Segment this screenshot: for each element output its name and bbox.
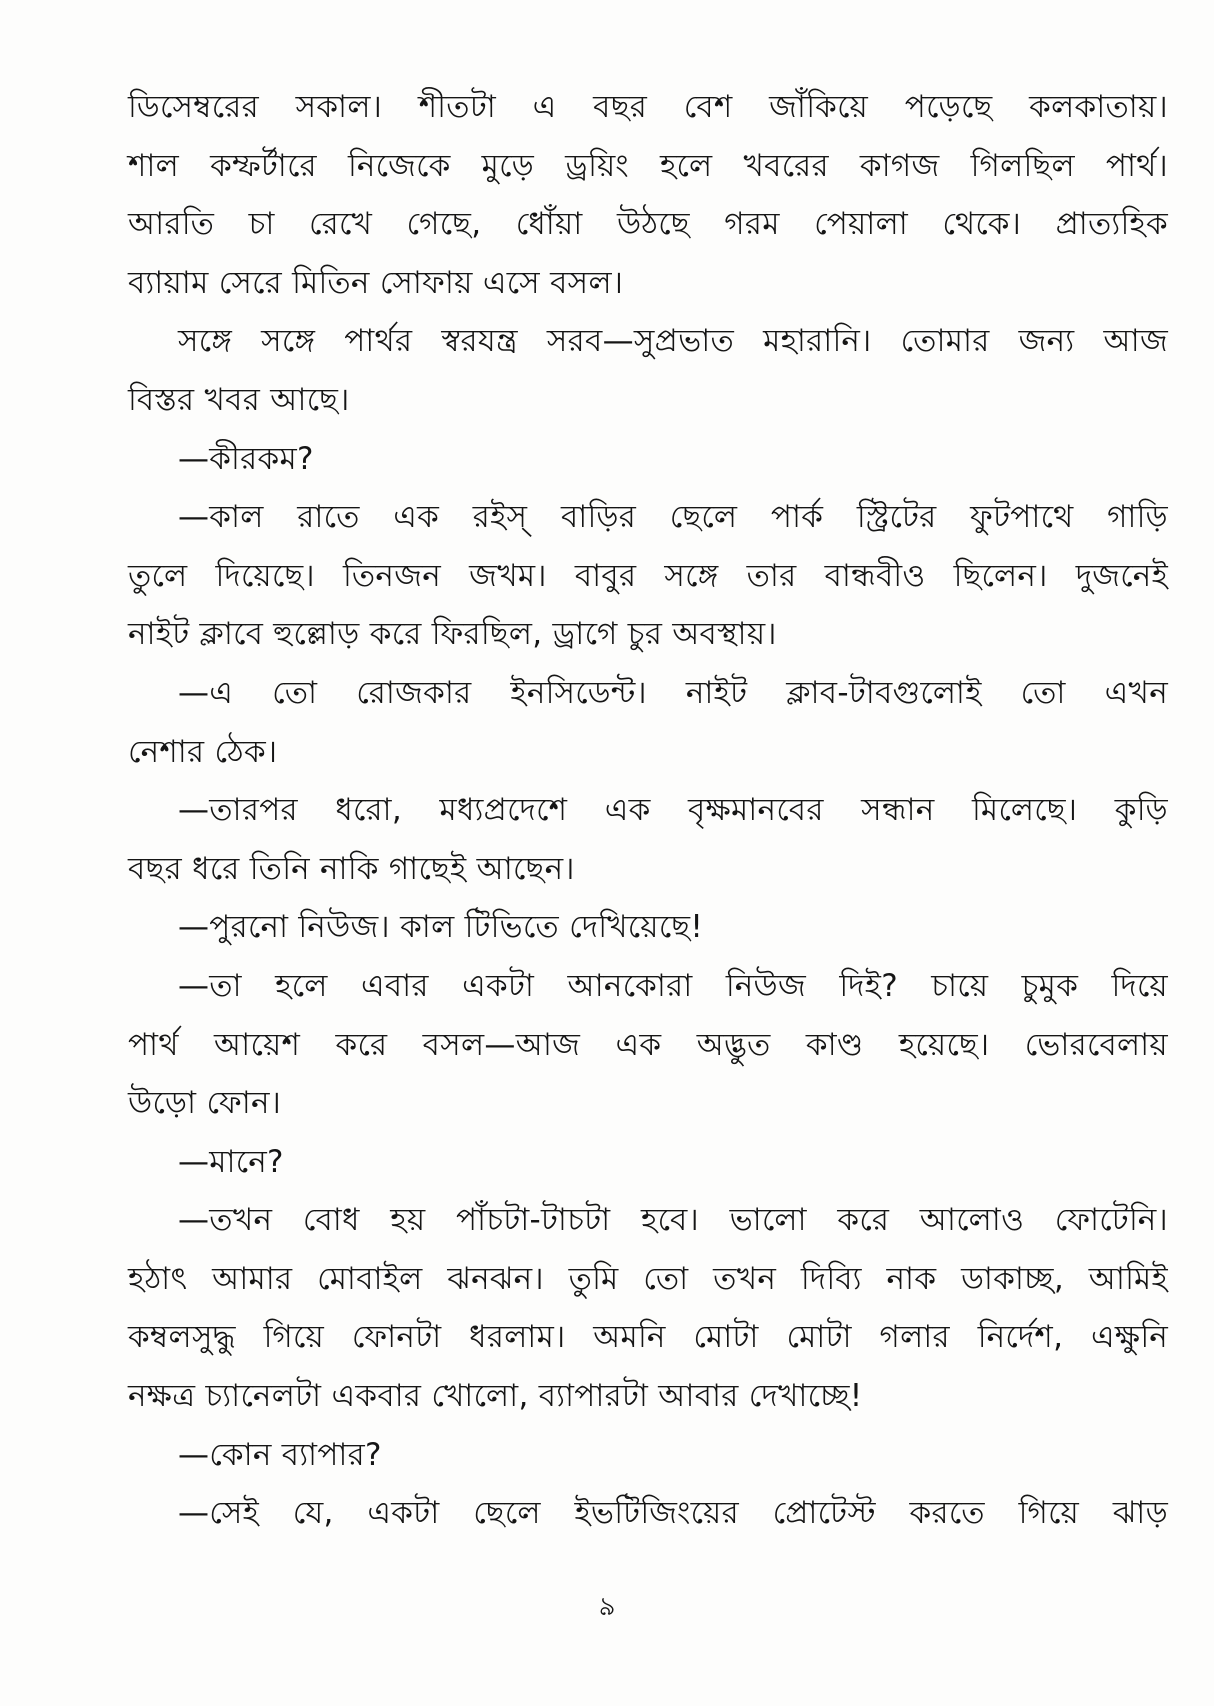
text-line: ডিসেম্বরের সকাল। শীতটা এ বছর বেশ জাঁকিয়ে পড়েছে কলকাতায়। (128, 89, 1168, 125)
text-line: ব্যায়াম সেরে মিতিন সোফায় এসে বসল। (128, 264, 624, 301)
dialogue-line: —মানে? (178, 1143, 284, 1180)
dialogue-line: —তা হলে এবার একটা আনকোরা নিউজ দিই? চায়ে চুমুক দিয়ে (178, 967, 1168, 1004)
text-line: নেশার ঠেক। (128, 733, 278, 770)
text-line: শাল কম্ফর্টারে নিজেকে মুড়ে ড্রয়িং হলে খবরের কাগজ গিলছিল পার্থ। (128, 147, 1168, 184)
page-number: ৯ (598, 1592, 616, 1622)
text-line: উড়ো ফোন। (128, 1085, 282, 1122)
dialogue-line: —সেই যে, একটা ছেলে ইভটিজিংয়ের প্রোটেস্ট করতে গিয়ে ঝাড় (178, 1495, 1168, 1532)
dialogue-line: —এ তো রোজকার ইনসিডেন্ট। নাইট ক্লাব-টাবগুলোই তো এখন (178, 674, 1168, 711)
text-line: আরতি চা রেখে গেছে, ধোঁয়া উঠছে গরম পেয়ালা থেকে। প্রাত্যহিক (128, 206, 1168, 243)
dialogue-line: —তখন বোধ হয় পাঁচটা-টাচটা হবে। ভালো করে আলোও ফোটেনি। (178, 1202, 1168, 1239)
dialogue-line: —তারপর ধরো, মধ্যপ্রদেশে এক বৃক্ষমানবের সন্ধান মিলেছে। কুড়ি (178, 792, 1168, 829)
text-line: বিস্তর খবর আছে। (128, 381, 350, 418)
dialogue-line: —কীরকম? (178, 440, 314, 477)
text-line: কম্বলসুদ্ধু গিয়ে ফোনটা ধরলাম। অমনি মোটা মোটা গলার নির্দেশ, এক্ষুনি (128, 1319, 1168, 1356)
text-line: তুলে দিয়েছে। তিনজন জখম। বাবুর সঙ্গে তার বান্ধবীও ছিলেন। দুজনেই (128, 557, 1168, 594)
dialogue-line: —পুরনো নিউজ। কাল টিভিতে দেখিয়েছে! (178, 909, 704, 946)
body-text (128, 78, 1168, 1543)
text-line: হঠাৎ আমার মোবাইল ঝনঝন। তুমি তো তখন দিব্যি নাক ডাকাচ্ছ, আমিই (128, 1260, 1168, 1297)
text-line: নাইট ক্লাবে হুল্লোড় করে ফিরছিল, ড্রাগে চুর অবস্থায়। (128, 616, 777, 653)
dialogue-line: —কাল রাতে এক রইস্ বাড়ির ছেলে পার্ক স্ট্রিটের ফুটপাথে গাড়ি (178, 499, 1168, 536)
text-line: পার্থ আয়েশ করে বসল—আজ এক অদ্ভুত কাণ্ড হয়েছে। ভোরবেলায় (128, 1026, 1168, 1063)
text-line: বছর ধরে তিনি নাকি গাছেই আছেন। (128, 850, 575, 887)
text-line: সঙ্গে সঙ্গে পার্থর স্বরযন্ত্র সরব—সুপ্রভাত মহারানি। তোমার জন্য আজ (178, 323, 1168, 360)
text-line: নক্ষত্র চ্যানেলটা একবার খোলো, ব্যাপারটা আবার দেখাচ্ছে! (128, 1378, 863, 1415)
dialogue-line: —কোন ব্যাপার? (178, 1436, 382, 1473)
